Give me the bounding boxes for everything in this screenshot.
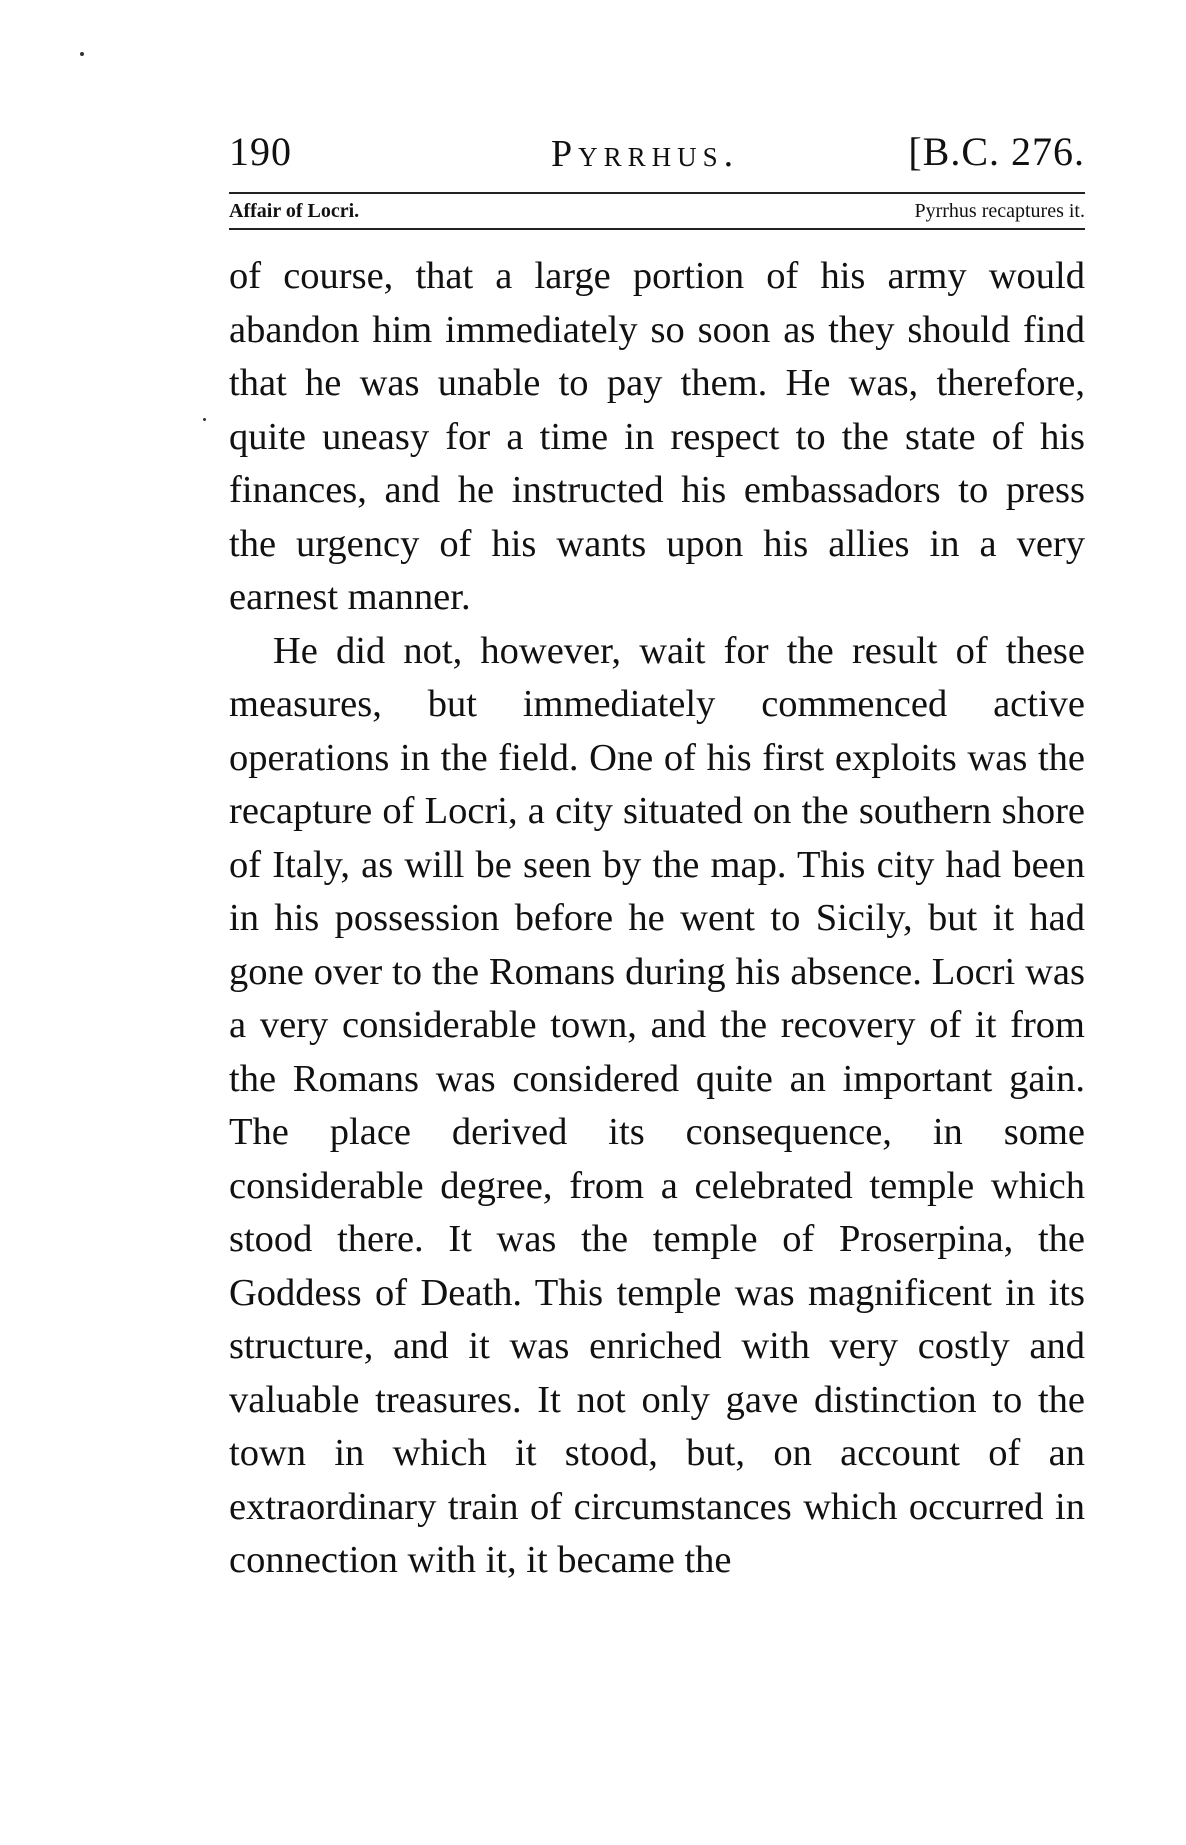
date-heading: [B.C. 276. bbox=[908, 129, 1085, 174]
running-title: Pyrrhus. bbox=[551, 133, 740, 175]
body-text bbox=[229, 250, 1085, 1588]
ink-speck bbox=[203, 418, 206, 421]
page-header bbox=[229, 120, 1085, 180]
marginal-headings bbox=[229, 194, 1085, 228]
sidenote-left: Affair of Locri. bbox=[229, 200, 360, 222]
subheader-rule bbox=[229, 228, 1085, 230]
page-number: 190 bbox=[229, 129, 292, 174]
paragraph: He did not, however, wait for the result of these measures, but immediately commenced active operations in the field. One of his first exploits was the recapture of Locri, a city situated on the southern shore of Italy, as will be seen by the map. This city had been in his possession before he went to Sicily, but it had gone over to the Romans during his absence. Locri was a very considerable town, and the recovery of it from the Romans was considered quite an important gain. The place derived its consequence, in some considerable degree, from a celebrated temple which stood there. It was the temple of Proserpina, the Goddess of Death. This temple was magnificent in its structure, and it was enriched with very costly and valuable treasures. It not only gave distinction to the town in which it stood, but, on account of an extraordinary train of circumstances which occurred in connection with it, it became the bbox=[229, 629, 1085, 1581]
book-page bbox=[229, 120, 1085, 1588]
sidenote-right: Pyrrhus recaptures it. bbox=[914, 200, 1085, 222]
paragraph: of course, that a large portion of his army would abandon him immediately so soon as they should find that he was unable to pay them. He was, therefore, quite uneasy for a time in respect to the state of his finances, and he instructed his embassadors to press the urgency of his wants upon his allies in a very earnest manner. bbox=[229, 255, 1085, 618]
ink-speck bbox=[80, 52, 84, 56]
